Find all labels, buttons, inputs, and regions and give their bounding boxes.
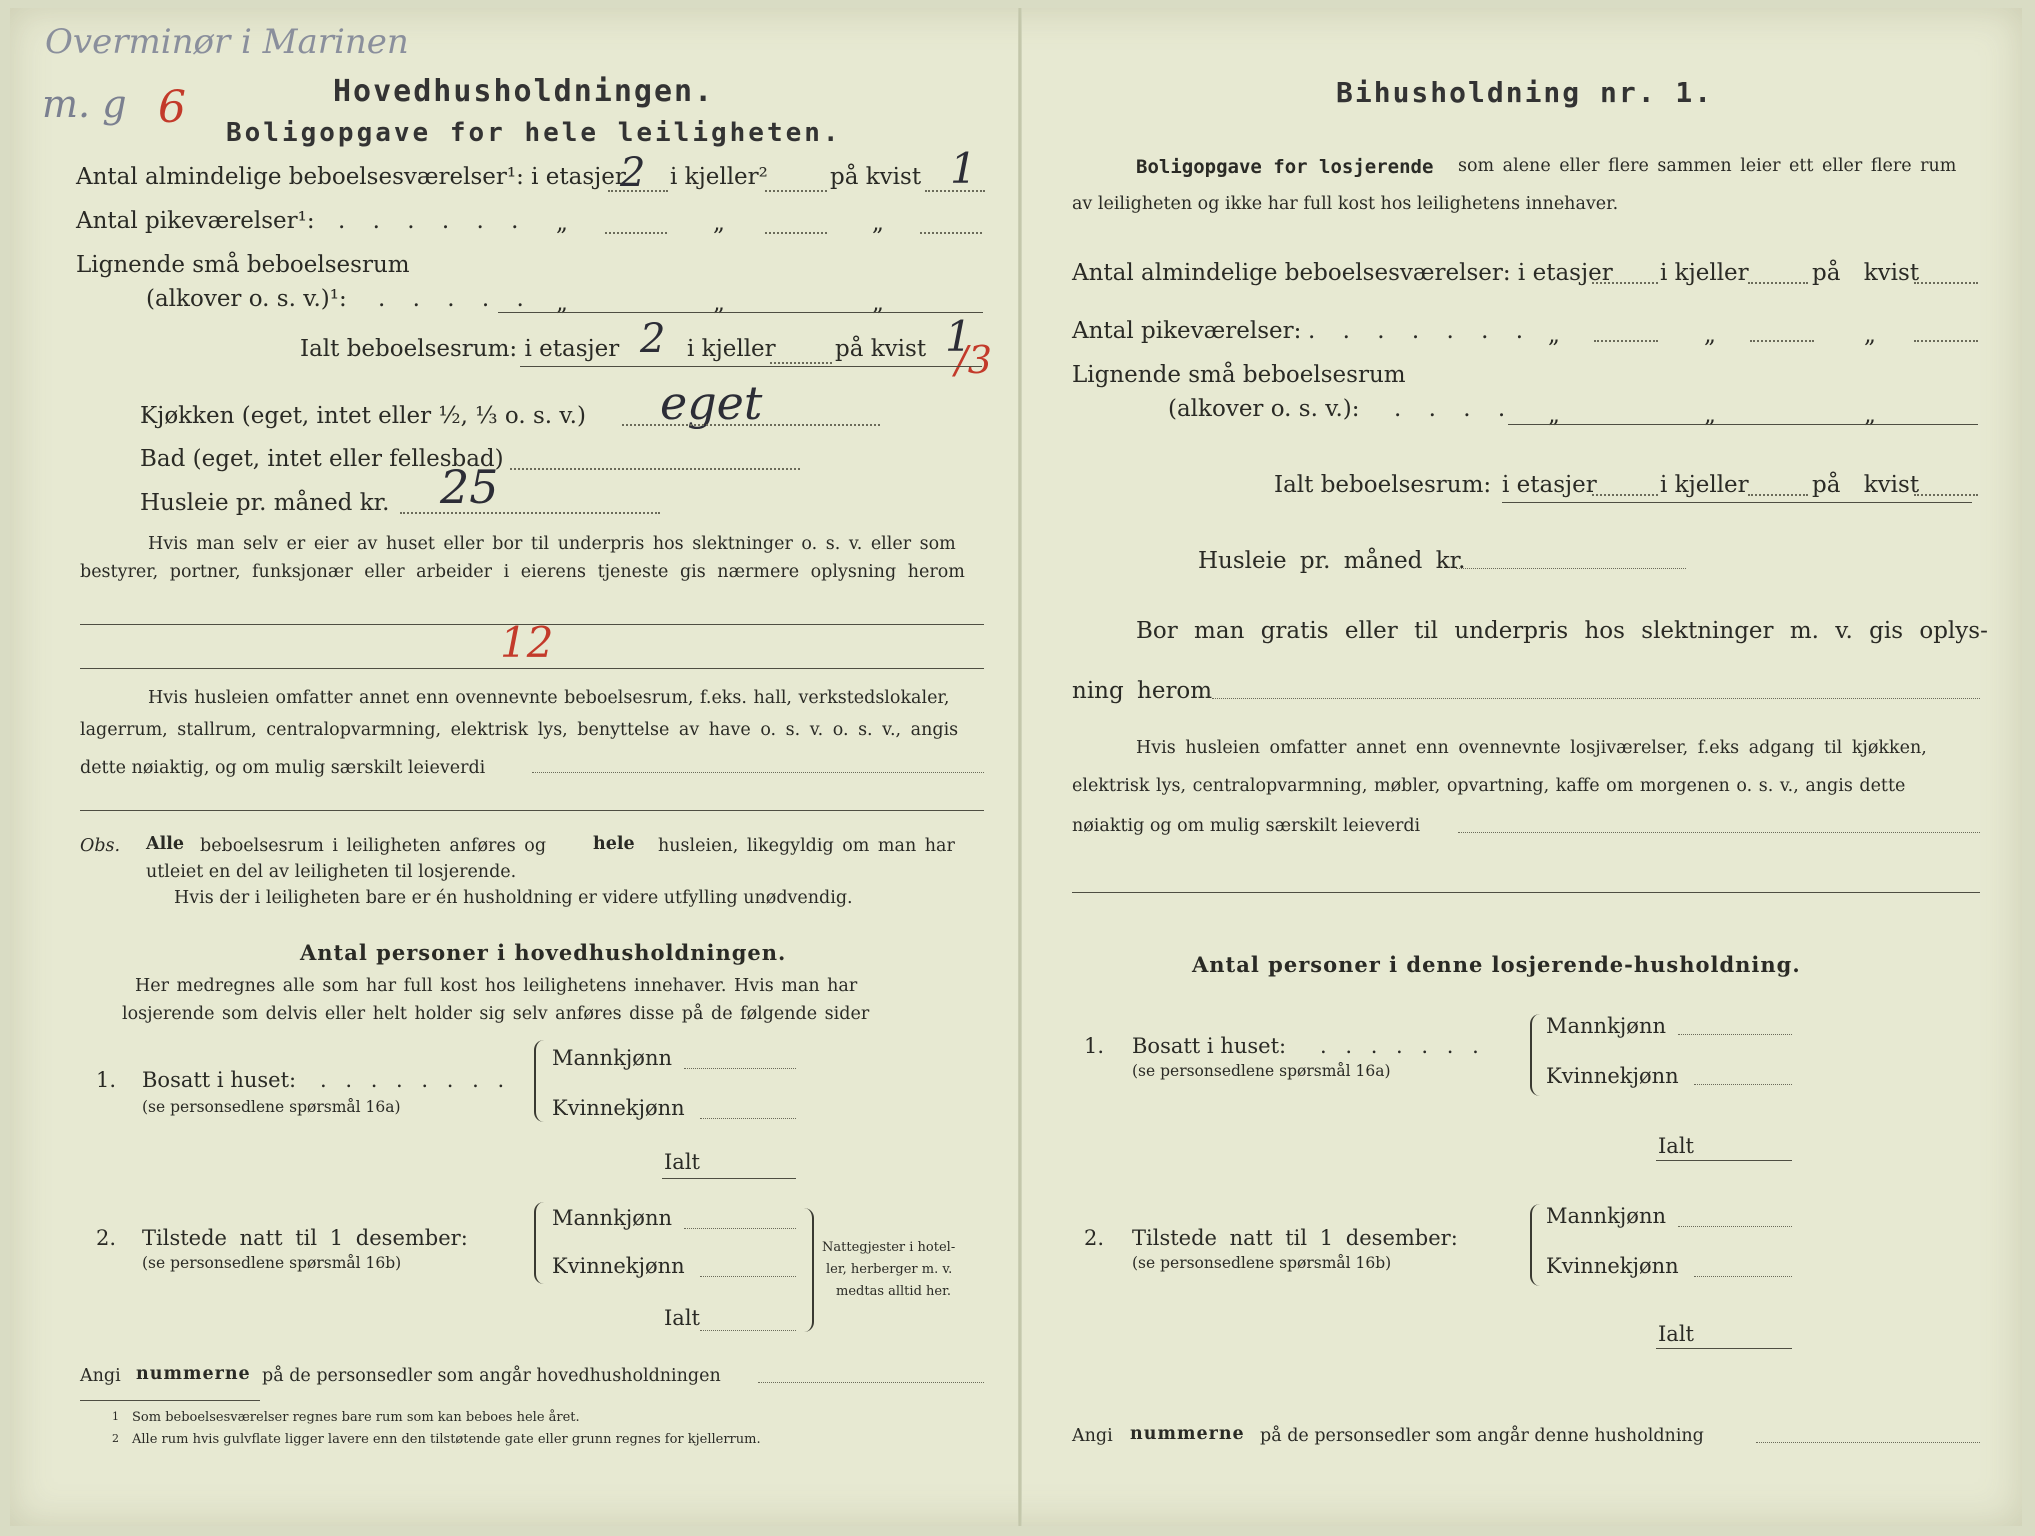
- right-row4-kjeller-field[interactable]: [1748, 494, 1808, 496]
- left-kjokken-field[interactable]: [622, 424, 880, 426]
- left-q2-ialt-field[interactable]: [700, 1330, 796, 1331]
- left-row4-etasjer-value: 2: [640, 316, 666, 362]
- left-obs-hele: hele: [593, 834, 635, 854]
- left-q2-bracket: [534, 1202, 546, 1284]
- right-q2-number: 2.: [1084, 1226, 1105, 1250]
- left-row1-kvist: på kvist: [830, 164, 922, 190]
- right-row3-q3: „: [1864, 402, 1876, 428]
- left-row1-label: Antal almindelige beboelsesværelser¹: i etasjer: [76, 164, 626, 190]
- left-angi-label-c: på de personsedler som angår hovedhusholdningen: [262, 1366, 721, 1386]
- right-angi-label-c: på de personsedler som angår denne husholdning: [1260, 1426, 1704, 1446]
- left-row3-label2: (alkover o. s. v.)¹:: [146, 286, 347, 312]
- left-para1-line-b: [80, 668, 984, 669]
- left-angi-field[interactable]: [758, 1382, 984, 1383]
- left-q1-kvinne-field[interactable]: [700, 1118, 796, 1119]
- left-row3-q1: „: [556, 290, 568, 316]
- right-row2-field3[interactable]: [1914, 340, 1978, 342]
- right-gratis-field[interactable]: [1212, 698, 1980, 699]
- left-kjokken-value: eget: [660, 376, 763, 430]
- left-row2-field3[interactable]: [920, 232, 982, 234]
- right-q1-bracket: [1530, 1014, 1542, 1096]
- left-q1-ialt-field[interactable]: [662, 1178, 796, 1179]
- left-row2-dots: . . . . . .: [338, 208, 529, 234]
- left-obs-alle: Alle: [146, 834, 185, 854]
- right-row2-field2[interactable]: [1750, 340, 1814, 342]
- right-gratis-line2: ning herom: [1072, 678, 1213, 704]
- left-row1-etasjer-value: 2: [620, 150, 646, 196]
- left-row4-kjeller: i kjeller: [687, 336, 776, 362]
- left-title: Hovedhusholdningen.: [333, 74, 715, 109]
- left-obs-label: Obs.: [80, 836, 121, 856]
- right-row3-q1: „: [1548, 402, 1560, 428]
- left-q2-mann-field[interactable]: [684, 1228, 796, 1229]
- right-row4-etasjer-field[interactable]: [1592, 494, 1658, 496]
- right-row2-label: Antal pikeværelser:: [1072, 318, 1302, 344]
- right-husleie-field[interactable]: [1456, 568, 1686, 569]
- right-row4-kvist-field[interactable]: [1914, 494, 1978, 496]
- left-red-note: 12: [500, 618, 554, 667]
- right-para-line-end: [1072, 892, 1980, 893]
- left-obs-line1d: husleien, likegyldig om man har: [658, 836, 955, 856]
- left-para2-line2: lagerrum, stallrum, centralopvarmning, elektrisk lys, benyttelse av have o. s. v. o. s. v., angis: [80, 720, 959, 740]
- left-kjokken-label: Kjøkken (eget, intet eller ½, ⅓ o. s. v.): [140, 403, 586, 429]
- right-row1-kvist-field[interactable]: [1914, 282, 1978, 284]
- left-row1-kjeller-field[interactable]: [765, 190, 827, 192]
- right-para-line3: nøiaktig og om mulig særskilt leieverdi: [1072, 816, 1421, 836]
- right-q2-label: Tilstede natt til 1 desember:: [1132, 1226, 1458, 1250]
- left-fn1-num: 1: [112, 1410, 119, 1423]
- right-row3-label1: Lignende små beboelsesrum: [1072, 362, 1406, 388]
- right-title: Bihusholdning nr. 1.: [1336, 76, 1714, 109]
- right-row4-underline: [1502, 502, 1972, 503]
- left-row2-label: Antal pikeværelser¹:: [76, 208, 315, 234]
- left-fn2-text: Alle rum hvis gulvflate ligger lavere enn den tilstøtende gate eller grunn regnes for kjellerrum.: [132, 1432, 761, 1447]
- left-row2-field2[interactable]: [765, 232, 827, 234]
- right-row1-etasjer-field[interactable]: [1592, 282, 1658, 284]
- left-row2-q2: „: [713, 210, 725, 236]
- handwritten-header-note: Overminør i Marinen: [45, 22, 409, 62]
- left-persons-line1: Her medregnes alle som har full kost hos leilighetens innehaver. Hvis man har: [135, 976, 858, 996]
- left-q1-ialt: Ialt: [664, 1150, 700, 1174]
- right-q1-ialt-field[interactable]: [1656, 1160, 1792, 1161]
- right-q2-kvinne: Kvinnekjønn: [1546, 1254, 1679, 1278]
- left-husleie-value: 25: [440, 460, 499, 514]
- right-row2-field1[interactable]: [1594, 340, 1658, 342]
- left-row4-label: Ialt beboelsesrum: i etasjer: [300, 336, 620, 362]
- right-angi-label-a: Angi: [1072, 1426, 1113, 1446]
- left-q2-label: Tilstede natt til 1 desember:: [142, 1226, 468, 1250]
- left-row1-kjeller: i kjeller²: [670, 164, 768, 190]
- right-q1-label: Bosatt i huset:: [1132, 1034, 1287, 1058]
- left-q1-kvinne: Kvinnekjønn: [552, 1096, 685, 1120]
- left-row4-underline: [520, 366, 982, 367]
- left-q2-number: 2.: [96, 1226, 117, 1250]
- right-row4-kjeller: i kjeller: [1660, 472, 1749, 498]
- left-angi-label-b: nummerne: [136, 1364, 251, 1384]
- right-para-line1: Hvis husleien omfatter annet enn ovennevnte losjiværelser, f.eks adgang til kjøkken,: [1136, 738, 1927, 758]
- right-q1-sub: (se personsedlene spørsmål 16a): [1132, 1062, 1391, 1080]
- right-q2-mann: Mannkjønn: [1546, 1204, 1667, 1228]
- left-para1-line1: Hvis man selv er eier av huset eller bor til underpris hos slektninger o. s. v. eller som: [148, 534, 956, 554]
- left-q1-label: Bosatt i huset:: [142, 1068, 297, 1092]
- right-row2-dots: . . . . . . .: [1308, 318, 1534, 344]
- right-persons-title: Antal personer i denne losjerende-husholdning.: [1192, 952, 1801, 977]
- left-para2-line-end: [80, 810, 984, 811]
- left-persons-line2: losjerende som delvis eller helt holder sig selv anføres disse på de følgende sider: [122, 1004, 870, 1024]
- right-row2-q2: „: [1704, 322, 1716, 348]
- right-q2-ialt: Ialt: [1658, 1322, 1694, 1346]
- right-row1-kjeller: i kjeller: [1660, 260, 1749, 286]
- right-row3-q2: „: [1704, 402, 1716, 428]
- left-angi-label-a: Angi: [80, 1366, 121, 1386]
- left-fn1-text: Som beboelsesværelser regnes bare rum som kan beboes hele året.: [132, 1410, 580, 1425]
- right-q1-dots: . . . . . . .: [1320, 1034, 1485, 1058]
- left-natt-line2: ler, herberger m. v.: [826, 1262, 953, 1277]
- right-row3-label2: (alkover o. s. v.):: [1168, 396, 1360, 422]
- left-row3-label1: Lignende små beboelsesrum: [76, 252, 410, 278]
- left-row3-underline: [498, 312, 983, 313]
- right-husleie-label: Husleie pr. måned kr.: [1198, 548, 1466, 574]
- left-row3-q2: „: [713, 290, 725, 316]
- left-q1-mann: Mannkjønn: [552, 1046, 673, 1070]
- right-row3-dots: . . . .: [1394, 396, 1516, 422]
- left-husleie-field[interactable]: [400, 512, 660, 514]
- left-row4-kvist-value: 1: [945, 312, 972, 361]
- left-q1-mann-field[interactable]: [684, 1068, 796, 1069]
- right-row1-label: Antal almindelige beboelsesværelser: i etasjer: [1072, 260, 1613, 286]
- left-row2-q3: „: [872, 210, 884, 236]
- left-fn2-num: 2: [112, 1432, 119, 1445]
- left-q2-kvinne-field[interactable]: [700, 1276, 796, 1277]
- left-para2-line1: Hvis husleien omfatter annet enn ovennevnte beboelsesrum, f.eks. hall, verkstedslokaler,: [148, 688, 950, 708]
- right-row2-q1: „: [1548, 322, 1560, 348]
- right-row4-kvist: på kvist: [1812, 472, 1920, 498]
- right-gratis-line1: Bor man gratis eller til underpris hos slektninger m. v. gis oplys-: [1136, 618, 1988, 644]
- left-row2-q1: „: [556, 210, 568, 236]
- right-q1-mann: Mannkjønn: [1546, 1014, 1667, 1038]
- left-row3-dots: . . . . .: [378, 286, 534, 312]
- right-q1-mann-field[interactable]: [1678, 1034, 1792, 1035]
- left-q2-right-brace: [800, 1208, 814, 1332]
- right-row4-etasjer: i etasjer: [1502, 472, 1597, 498]
- left-row4-kvist: på kvist: [835, 336, 927, 362]
- left-para2-field[interactable]: [532, 772, 984, 773]
- left-para1-line2: bestyrer, portner, funksjonær eller arbeider i eierens tjeneste gis nærmere oplysning herom: [80, 562, 965, 582]
- left-row2-field1[interactable]: [605, 232, 667, 234]
- right-row4-label: Ialt beboelsesrum:: [1274, 472, 1492, 498]
- left-natt-line3: medtas alltid her.: [836, 1284, 952, 1299]
- left-subtitle: Boligopgave for hele leiligheten.: [226, 118, 842, 148]
- left-q2-mann: Mannkjønn: [552, 1206, 673, 1230]
- left-row4-red-value: /3: [955, 338, 992, 382]
- left-q2-sub: (se personsedlene spørsmål 16b): [142, 1254, 402, 1272]
- left-bad-label: Bad (eget, intet eller fellesbad): [140, 446, 504, 472]
- right-angi-label-b: nummerne: [1130, 1424, 1245, 1444]
- right-q2-ialt-field[interactable]: [1656, 1348, 1792, 1349]
- left-row4-kjeller-field[interactable]: [770, 362, 832, 364]
- right-para-line2: elektrisk lys, centralopvarmning, møbler, opvartning, kaffe om morgenen o. s. v., angis dette: [1072, 776, 1906, 796]
- right-row1-kvist: på kvist: [1812, 260, 1920, 286]
- handwritten-header-code: m. g: [42, 82, 127, 126]
- left-para2-line3: dette nøiaktig, og om mulig særskilt leieverdi: [80, 758, 486, 778]
- handwritten-red-code: 6: [158, 82, 186, 133]
- right-intro-bold: Boligopgave for losjerende: [1136, 156, 1434, 178]
- right-q1-kvinne-field[interactable]: [1694, 1084, 1792, 1085]
- right-intro-line2: av leiligheten og ikke har full kost hos leilighetens innehaver.: [1072, 194, 1619, 214]
- left-q2-kvinne: Kvinnekjønn: [552, 1254, 685, 1278]
- right-row2-q3: „: [1864, 322, 1876, 348]
- page-fold: [1018, 8, 1022, 1526]
- right-q1-ialt: Ialt: [1658, 1134, 1694, 1158]
- right-row3-underline: [1508, 424, 1978, 425]
- left-husleie-label: Husleie pr. måned kr.: [140, 490, 390, 516]
- left-q1-bracket: [534, 1040, 546, 1122]
- right-q1-kvinne: Kvinnekjønn: [1546, 1064, 1679, 1088]
- right-q1-number: 1.: [1084, 1034, 1105, 1058]
- left-footnote-rule: [80, 1400, 260, 1401]
- left-row3-q3: „: [872, 290, 884, 316]
- right-q2-bracket: [1530, 1204, 1542, 1286]
- left-obs-line2: utleiet en del av leiligheten til losjerende.: [146, 862, 517, 882]
- left-q1-number: 1.: [96, 1068, 117, 1092]
- right-angi-field[interactable]: [1756, 1442, 1980, 1443]
- right-intro-line1: som alene eller flere sammen leier ett eller flere rum: [1458, 156, 1957, 176]
- right-q2-sub: (se personsedlene spørsmål 16b): [1132, 1254, 1392, 1272]
- left-row1-kvist-value: 1: [950, 144, 977, 193]
- right-para-field[interactable]: [1458, 832, 1980, 833]
- right-q2-mann-field[interactable]: [1678, 1226, 1792, 1227]
- left-q2-ialt: Ialt: [664, 1306, 700, 1330]
- right-q2-kvinne-field[interactable]: [1694, 1276, 1792, 1277]
- left-natt-line1: Nattegjester i hotel-: [822, 1240, 956, 1255]
- left-persons-title: Antal personer i hovedhusholdningen.: [300, 940, 787, 965]
- left-obs-line1b: beboelsesrum i leiligheten anføres og: [200, 836, 547, 856]
- left-obs-line3: Hvis der i leiligheten bare er én husholdning er videre utfylling unødvendig.: [174, 888, 853, 908]
- right-row1-kjeller-field[interactable]: [1748, 282, 1808, 284]
- left-bad-field[interactable]: [510, 468, 800, 470]
- left-q1-dots: . . . . . . . .: [320, 1068, 511, 1092]
- left-q1-sub: (se personsedlene spørsmål 16a): [142, 1098, 401, 1116]
